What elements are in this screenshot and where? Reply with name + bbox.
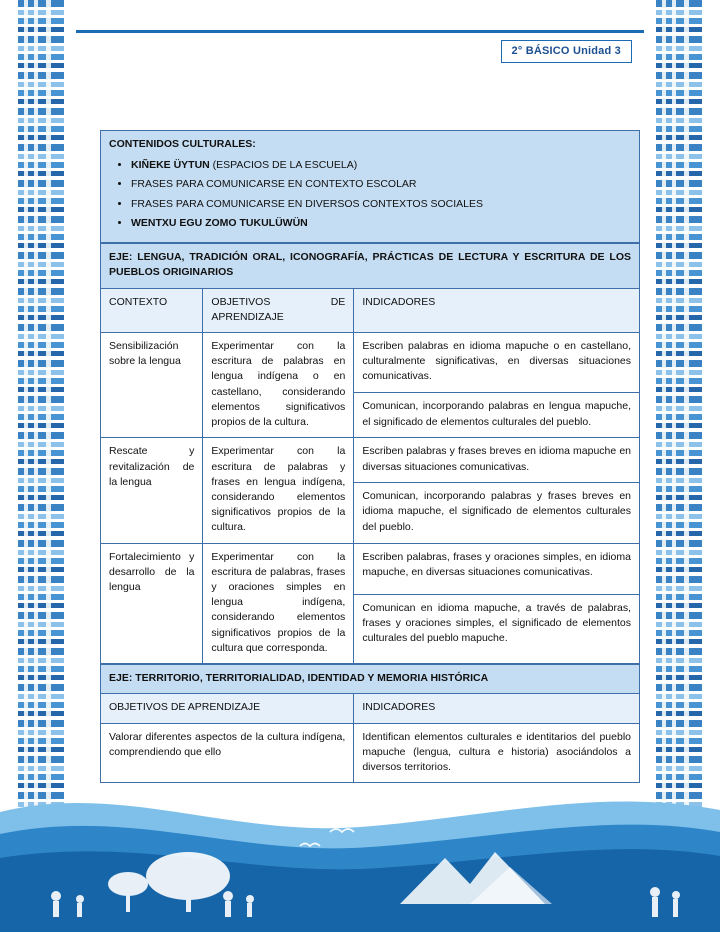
eje2-header-indicadores: INDICADORES	[354, 694, 640, 723]
eje1-row3-indicador-2: Comunican en idioma mapuche, a través de palabras, frases y oraciones simples, el significado de elementos culturales del pueblo mapuche.	[354, 595, 640, 664]
eje1-row1-objetivo: Experimentar con la escritura de palabras en lengua indígena o en castellano, considerando elementos significativos propios de la cultura.	[203, 332, 354, 437]
list-item	[131, 216, 631, 231]
eje1-title: EJE: LENGUA, TRADICIÓN ORAL, ICONOGRAFÍA, PRÁCTICAS DE LECTURA Y ESCRITURA DE LOS PUEBLOS ORIGINARIOS	[101, 244, 640, 288]
eje1-header-objetivos: OBJETIVOS DE APRENDIZAJE	[203, 288, 354, 332]
eje2-title: EJE: TERRITORIO, TERRITORIALIDAD, IDENTIDAD Y MEMORIA HISTÓRICA	[101, 665, 640, 694]
footer-decoration	[0, 772, 720, 932]
list-item-rest: FRASES PARA COMUNICARSE EN DIVERSOS CONTEXTOS SOCIALES	[131, 197, 484, 210]
eje1-row3-contexto: Fortalecimiento y desarrollo de la lengua	[101, 543, 203, 664]
list-item-rest: (ESPACIOS DE LA ESCUELA)	[209, 159, 358, 172]
eje1-row1-indicador-1: Escriben palabras en idioma mapuche o en castellano, culturalmente significativas, en diversas situaciones comunicativas.	[354, 332, 640, 392]
list-item-strong: WENTXU EGU ZOMO TUKULÜWÜN	[131, 216, 308, 229]
contenidos-culturales-cell	[101, 131, 640, 243]
contenidos-culturales-list	[109, 158, 631, 231]
eje1-row1-contexto: Sensibilización sobre la lengua	[101, 332, 203, 437]
eje1-table	[100, 243, 640, 664]
contenidos-culturales-title: CONTENIDOS CULTURALES:	[109, 138, 256, 150]
eje1-header-row	[101, 288, 640, 332]
eje1-title-row	[101, 244, 640, 288]
header-rule	[76, 30, 644, 33]
footer-wave-svg	[0, 772, 720, 932]
list-item	[131, 177, 631, 192]
eje2-row1-objetivo: Valorar diferentes aspectos de la cultura indígena, comprendiendo que ello	[101, 723, 354, 783]
eje1-row1-indicador-2: Comunican, incorporando palabras en lengua mapuche, el significado de elementos culturales del pueblo.	[354, 393, 640, 438]
contenidos-culturales-table	[100, 130, 640, 243]
eje2-header-objetivos: OBJETIVOS DE APRENDIZAJE	[101, 694, 354, 723]
unit-badge: 2° BÁSICO Unidad 3	[501, 40, 632, 63]
eje1-row2-objetivo: Experimentar con la escritura de palabras y frases en lengua indígena, considerando elementos significativos propios de la cultura.	[203, 438, 354, 543]
eje1-row3-objetivo: Experimentar con la escritura de palabras, frases y oraciones simples en lengua indígena, considerando elementos significativos propios de la cultura que corresponda.	[203, 543, 354, 664]
eje1-row2-indicador-2: Comunican, incorporando palabras y frases breves en idioma mapuche, el significado de elementos culturales del pueblo.	[354, 483, 640, 543]
list-item-strong: KIÑEKE ÜYTUN	[131, 159, 210, 172]
eje1-row2-contexto: Rescate y revitalización de la lengua	[101, 438, 203, 543]
table-row	[101, 438, 640, 483]
eje2-table	[100, 664, 640, 783]
eje2-header-row	[101, 694, 640, 723]
eje1-header-indicadores: INDICADORES	[354, 288, 640, 332]
eje2-title-row	[101, 665, 640, 694]
eje2-row1-indicador: Identifican elementos culturales e identitarios del pueblo mapuche (lengua, cultura e historia) asociándolos a diversos territorios.	[354, 723, 640, 783]
list-item	[131, 158, 631, 173]
table-row	[101, 332, 640, 392]
eje1-row3-indicador-1: Escriben palabras, frases y oraciones simples, en idioma mapuche, en diversas situaciones comunicativas.	[354, 543, 640, 594]
document-content	[100, 130, 640, 783]
table-row	[101, 131, 640, 243]
list-item	[131, 197, 631, 212]
table-row	[101, 543, 640, 594]
eje1-header-contexto: CONTEXTO	[101, 288, 203, 332]
list-item-rest: FRASES PARA COMUNICARSE EN CONTEXTO ESCOLAR	[131, 178, 417, 191]
eje1-row2-indicador-1: Escriben palabras y frases breves en idioma mapuche en diversas situaciones comunicativas.	[354, 438, 640, 483]
